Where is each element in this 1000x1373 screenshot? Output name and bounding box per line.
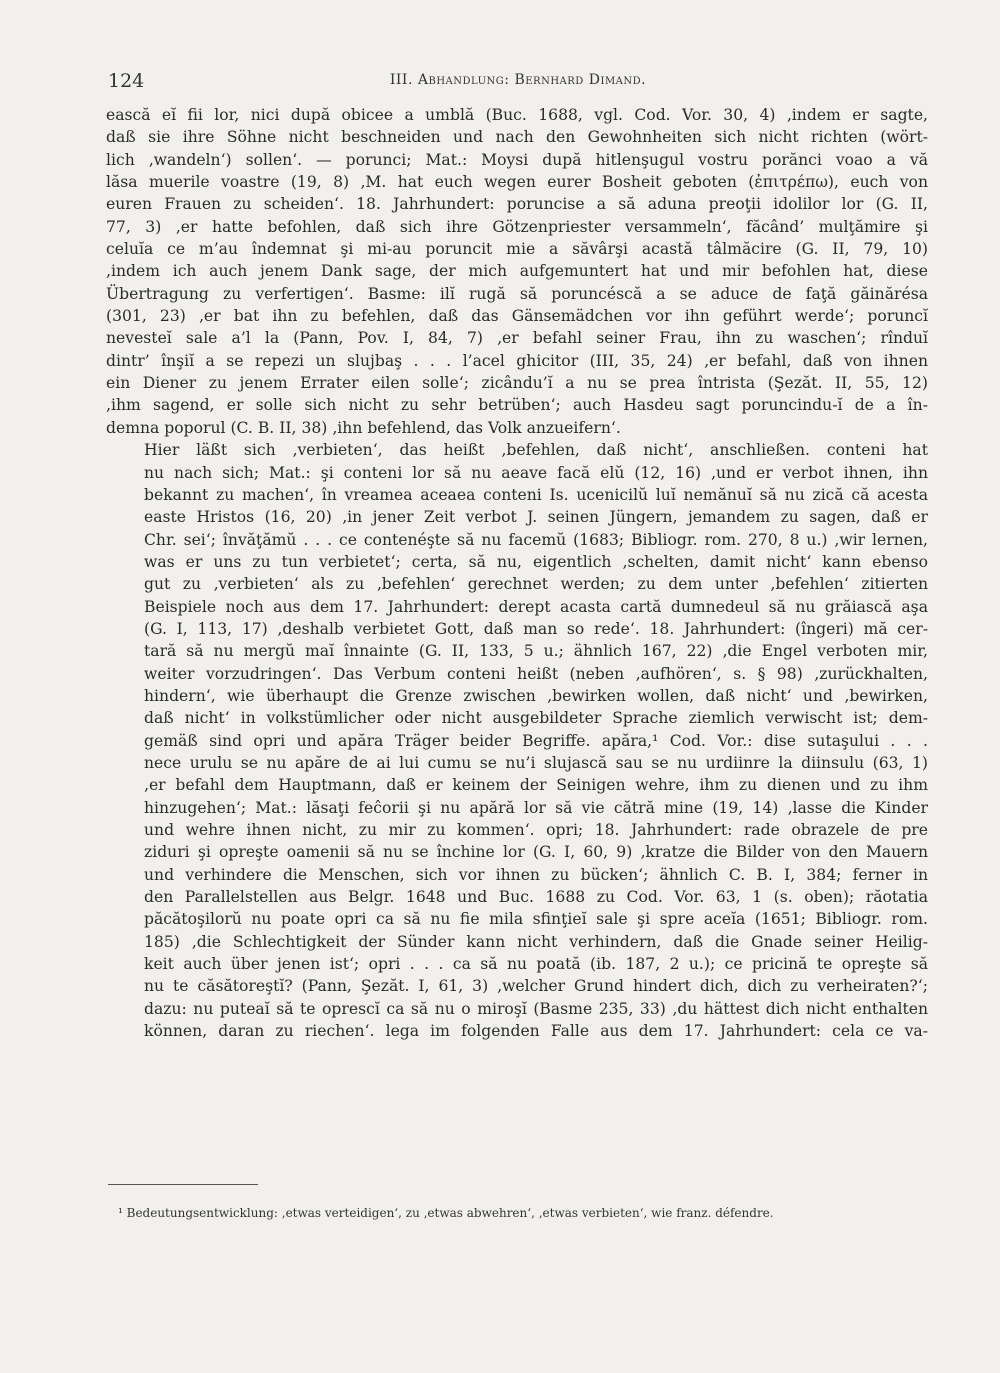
text-line: nu nach sich; Mat.: şi conteni lor să nu aeave facă elŭ (12, 16) ‚und er verbot ihnen, ihn: [144, 463, 928, 482]
text-line: Beispiele noch aus dem 17. Jahrhundert: derept acasta cartă dumnedeul să nu grăiască aşa: [144, 597, 928, 616]
text-line: (301, 23) ‚er bat ihn zu befehlen, daß das Gänsemädchen vor ihn geführt werde‘; poruncĭ: [106, 307, 928, 326]
body-text: [106, 104, 928, 1042]
text-line: Hier läßt sich ‚verbieten‘, das heißt ‚befehlen, daß nicht‘, anschließen. conteni hat: [144, 441, 928, 460]
text-line: ‚indem ich auch jenem Dank sage, der mich aufgemuntert hat und mir befohlen hat, diese: [106, 262, 928, 281]
text-line: ească eĭ fii lor, nici după obicee a umblă (Buc. 1688, vgl. Cod. Vor. 30, 4) ‚indem er sagte,: [106, 106, 928, 124]
text-line: hinzugehen‘; Mat.: lăsaţi feĉorii şi nu apără lor să vie cătră mine (19, 14) ‚lasse die Kinder: [144, 798, 928, 817]
text-line: Übertragung zu verfertigen‘. Basme: ilĭ rugă să poruncéscă a se aduce de faţă găinărésa: [106, 284, 928, 303]
text-line: gemäß sind opri und apăra Träger beider Begriffe. apăra,¹ Cod. Vor.: dise sutaşului . . .: [144, 731, 928, 750]
text-line: dintr’ înşiĭ a se repezi un slujbaş . . . l’acel ghicitor (III, 35, 24) ‚er befahl, daß von ihnen: [106, 351, 928, 370]
text-line: easte Hristos (16, 20) ‚in jener Zeit verbot J. seinen Jüngern, jemandem zu sagen, daß er: [144, 508, 928, 527]
text-line: păcătoşilorŭ nu poate opri ca să nu fie mila sfinţieĭ sale şi spre aceĭa (1651; Bibliogr. rom.: [144, 910, 928, 929]
text-line: lich ‚wandeln‘) sollen‘. — porunci; Mat.: Moysi după hitlenşugul vostru porănci voao a vă: [106, 150, 928, 169]
text-line: lăsa muerile voastre (19, 8) ‚M. hat euch wegen eurer Bosheit geboten (ἐπιτρέπω), euch von: [106, 173, 928, 192]
text-line: nu te căsătoreştĭ? (Pann, Şezăt. I, 61, 3) ‚welcher Grund hindert dich, dich zu verheiraten?‘;: [144, 977, 928, 996]
text-line: hindern‘, wie überhaupt die Grenze zwischen ‚bewirken wollen, daß nicht‘ und ‚bewirken,: [144, 686, 928, 705]
text-line: (G. I, 113, 17) ‚deshalb verbietet Gott, daß man so rede‘. 18. Jahrhundert: (îngeri) mă cer-: [144, 619, 928, 638]
paragraph: [106, 439, 928, 1042]
text-line: dazu: nu puteaĭ să te oprescĭ ca să nu o miroşĭ (Basme 235, 33) ‚du hättest dich nicht enthalten: [144, 999, 928, 1018]
text-line: Chr. sei‘; învăţămŭ . . . ce contenéşte să nu facemŭ (1683; Bibliogr. rom. 270, 8 u.) ‚wir lernen,: [144, 530, 928, 549]
text-line: ‚ihm sagend, er solle sich nicht zu sehr betrüben‘; auch Hasdeu sagt poruncindu-ĭ de a în-: [106, 396, 928, 415]
text-line: den Parallelstellen aus Belgr. 1648 und Buc. 1688 zu Cod. Vor. 63, 1 (s. oben); răotatia: [144, 888, 928, 907]
text-line: euren Frauen zu scheiden‘. 18. Jahrhundert: poruncise a să aduna preoţii idolilor lor (G. II,: [106, 195, 928, 214]
text-line: daß sie ihre Söhne nicht beschneiden und nach den Gewohnheiten sich nicht richten (wört-: [106, 128, 928, 147]
text-line: weiter vorzudringen‘. Das Verbum conteni heißt (neben ‚aufhören‘, s. § 98) ‚zurückhalten,: [144, 664, 928, 683]
text-line: was er uns zu tun verbietet‘; certa, să nu, eigentlich ‚schelten, damit nicht‘ kann ebenso: [144, 552, 928, 571]
text-line: tară să nu mergŭ maĭ înnainte (G. II, 133, 5 u.; ähnlich 167, 22) ‚die Engel verboten mir,: [144, 642, 928, 661]
footnote: ¹ Bedeutungsentwicklung: ‚etwas verteidigen‘, zu ‚etwas abwehren‘, ‚etwas verbieten‘, wie franz. défendre.: [118, 1206, 774, 1220]
text-line: keit auch über jenen ist‘; opri . . . ca să nu poată (ib. 187, 2 u.); ce pricină te opreşte să: [144, 955, 928, 974]
text-line: bekannt zu machen‘, în vreamea aceaea conteni Is. ucenicilŭ luĭ nemănuĭ să nu zică că acesta: [144, 485, 928, 504]
text-line: können, daran zu riechen‘. lega im folgenden Falle aus dem 17. Jahrhundert: cela ce va-: [144, 1022, 928, 1041]
text-line: 77, 3) ‚er hatte befohlen, daß sich ihre Götzenpriester versammeln‘, făcând’ mulţămire şi: [106, 217, 928, 236]
page-number: 124: [108, 70, 145, 92]
text-line: und wehre ihnen nicht, zu mir zu kommen‘. opri; 18. Jahrhundert: rade obrazele de pre: [144, 821, 928, 839]
text-line: daß nicht‘ in volkstümlicher oder nicht ausgebildeter Sprache ziemlich verwischt ist; dem-: [144, 709, 928, 728]
page-header: [108, 70, 928, 96]
text-line: celuĭa ce m’au îndemnat şi mi-au poruncit mie a săvârşi acastă tâlmăcire (G. II, 79, 10): [106, 240, 928, 259]
paragraph: [106, 104, 928, 439]
text-line: nevesteĭ sale a’l la (Pann, Pov. I, 84, 7) ‚er befahl seiner Frau, ihn zu waschen‘; rînduĭ: [106, 329, 928, 348]
text-line: nece urulu se nu apăre de ai lui cumu se nu’i slujască sau se nu urdiinre la diinsulu (63, 1): [144, 753, 928, 772]
text-line: und verhindere die Menschen, sich vor ihnen zu bücken‘; ähnlich C. B. I, 384; ferner in: [144, 865, 928, 884]
text-line: gut zu ‚verbieten‘ als zu ‚befehlen‘ gerechnet werden; zu dem unter ‚befehlen‘ zitierten: [144, 575, 928, 594]
text-line: ‚er befahl dem Hauptmann, daß er keinem der Seinigen wehre, ihm zu dienen und zu ihm: [144, 776, 928, 795]
text-line: demna poporul (C. B. II, 38) ‚ihn befehlend, das Volk anzueifern‘.: [106, 418, 621, 437]
running-head: III. Abhandlung: Bernhard Dimand.: [389, 72, 647, 88]
text-line: ein Diener zu jenem Errater eilen solle‘; zicându’ĭ a nu se prea întrista (Şezăt. II, 55, 12): [106, 374, 928, 393]
footnote-rule: [108, 1184, 258, 1185]
text-line: ziduri şi opreşte oamenii să nu se închine lor (G. I, 60, 9) ‚kratze die Bilder von den Mauern: [144, 843, 928, 862]
text-line: 185) ‚die Schlechtigkeit der Sünder kann nicht verhindern, daß die Gnade seiner Heilig-: [144, 932, 928, 951]
